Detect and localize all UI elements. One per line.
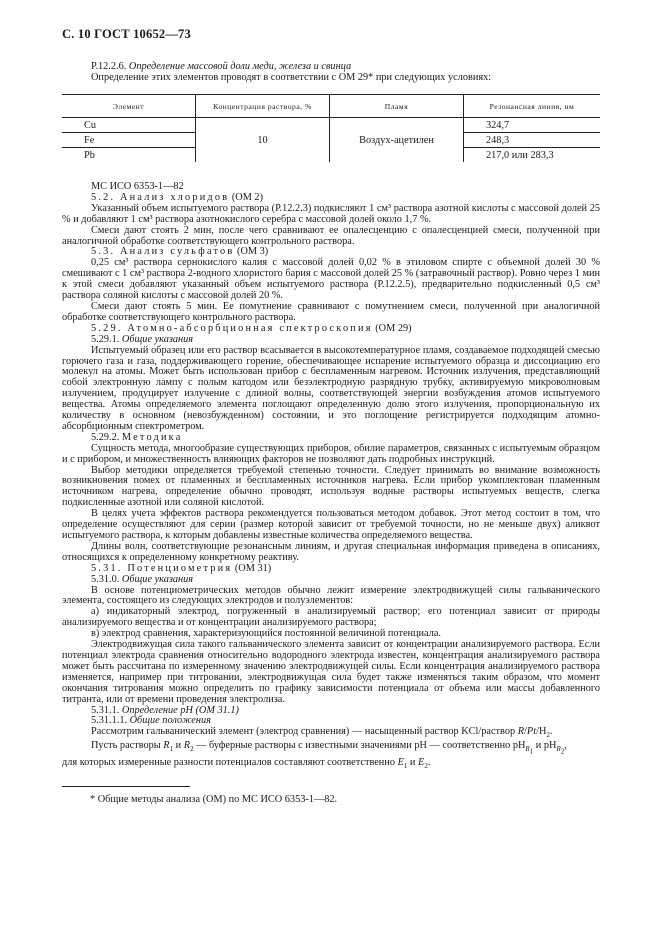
paragraph-formula: Рассмотрим гальванический элемент (электрод сравнения) — насыщенный раствор KCl/раствор $R/Pt/Н_2$. <box>91 726 553 740</box>
table-cell-element: Fe <box>62 133 196 148</box>
table-row <box>62 118 600 133</box>
paragraph: В основе потенциометрических методов обычно лежит измерение электродвижущей силы гальванического элемента, состоящего из следующих электродов и полуэлементов: <box>62 584 600 607</box>
table-cell-element: Cu <box>62 118 196 133</box>
reference: МС ИСО 6353-1—82 <box>91 181 184 192</box>
table-cell-line: 324,7 <box>464 118 601 133</box>
table-cell-line: 217,0 или 283,3 <box>464 148 601 163</box>
page-header: С. 10 ГОСТ 10652—73 <box>62 27 191 41</box>
table-cell-concentration: 10 <box>196 118 330 163</box>
paragraph: 0,25 см³ раствора сернокислого калия с массовой долей 0,02 % в этиловом спирте с объемной долей 30 % смешивают с 1 см³ раствора 2-водного хлористого бария с массовой долей 25 % (затравочный раствор). Ровно через 1 мин к этой смеси добавляют указанный объем испытуемого раствора (Р.12.2.5), предварительно подкисленный 0,5 см³ раствора соляной кислоты с массовой долей 20 %. <box>62 257 600 302</box>
paragraph: Сущность метода, многообразие существующих приборов, обилие параметров, связанных с испытуемым образцом и с прибором, и множественность влияющих факторов не позволяют дать подробных инструкций. <box>62 442 600 465</box>
footnote-divider <box>62 786 190 787</box>
table-cell-line: 248,3 <box>464 133 601 148</box>
table-cell-element: Pb <box>84 149 95 161</box>
section-5-3-heading: 5.3. Анализ сульфатов (ОМ 3) <box>91 246 269 258</box>
paragraph: Смеси дают стоять 2 мин, после чего сравнивают ее опалесценцию с опалесценцией смеси, полученной при аналогичной обработке соответствующего контрольного раствора. <box>62 224 600 247</box>
paragraph: Длины волн, соответствующие резонансным линиям, и другая специальная информация приведена в описаниях, относящихся к определенному конкретному реактиву. <box>62 540 600 563</box>
section-title: Определение массовой доли меди, железа и свинца <box>128 61 352 72</box>
footnote: * Общие методы анализа (ОМ) по МС ИСО 6353-1—82. <box>90 794 338 805</box>
paragraph: Электродвижущая сила такого гальванического элемента зависит от концентрации анализируемого раствора. Если потенциал электрода сравнения относительно водородного электрода известен, концентрация анализируемого раствора может быть рассчитана по измеренному значению электродвижущей силы. Если концентрация анализируемого раствора изменяется, например при титровании, электродвижущая сила будет также изменяться таким образом, что момент окончания титрования можно определить по графику зависимости потенциала от объема или массы добавленного титранта, или от времени проведения электролиза. <box>62 639 600 705</box>
table-header-line: Резонансная линия, нм <box>464 95 601 118</box>
section-5-31-heading: 5.31. Потенциометрия (ОМ 31) <box>91 562 272 574</box>
subsection-heading: 5.29.1. Общие указания <box>91 333 194 345</box>
paragraph: Указанный объем испытуемого раствора (Р.12.2.3) подкисляют 1 см³ раствора азотной кислоты с массовой долей 25 % и добавляют 1 см³ раствора азотнокислого серебра с массовой долей около 1,7 %. <box>62 202 600 225</box>
subsection-heading: 5.31.1. Определение рН (ОМ 31.1) <box>91 704 239 716</box>
paragraph-formula: для которых измеренные разности потенциалов составляют соответственно $E_1$ и $E_2$. <box>62 756 431 770</box>
paragraph: В целях учета эффектов раствора рекомендуется пользоваться методом добавок. Этот метод состоит в том, что определение осуществляют для серии (размер которой зависит от требуемой точности, но не меньше двух) аликвот испытуемого раствора, к которым добавлены известные количества определяемого вещества. <box>62 508 600 541</box>
elements-table <box>62 94 600 162</box>
subsection-heading: 5.29.2. Методика <box>91 431 183 443</box>
paragraph: Испытуемый образец или его раствор всасывается в высокотемпературное пламя, создаваемое подходящей смесью горючего газа и газа, поддерживающего горение, обеспечивающее испарение испытуемого образца и диссоциацию его молекул на атомы. Может быть использован прибор с беспламенным нагревом. Источник излучения, представляющий собой электронную лампу с полым катодом или безэлектродную разрядную трубку, активируемую микроволновым излучением, продуцирует излучение с длиной волны, соответствующей энергии возбуждения атомов испытуемого вещества. Атомы определяемого элемента поглощают определенную долю этого излучения, пропорциональную их количеству в основном (невозбужденном) состоянии, и это поглощение регистрируется подходящим атомно-абсорбционным спектрометром. <box>62 344 600 432</box>
section-12-2-6 <box>62 62 600 84</box>
table-cell-flame: Воздух-ацетилен <box>330 118 464 163</box>
section-5-29-heading: 5.29. Атомно-абсорбционная спектроскопия (ОМ 29) <box>91 322 412 334</box>
section-number: Р.12.2.6. <box>91 61 127 72</box>
section-5-2-heading: 5.2. Анализ хлоридов (ОМ 2) <box>91 191 264 203</box>
main-text <box>62 182 600 772</box>
paragraph-formula: Пусть растворы $R_1$ и $R_2$ — буферные растворы с известными значениями рН — соответственно $рН_{R_1}$ и $рН_{R_2}$, <box>91 740 567 756</box>
subsection-heading: 5.31.0. Общие указания <box>91 573 194 585</box>
list-item: в) электрод сравнения, характеризующийся постоянной величиной потенциала. <box>91 628 441 640</box>
table-header-flame: Пламя <box>330 95 464 118</box>
subsection-heading: 5.31.1.1. Общие положения <box>91 715 211 727</box>
table-header-element: Элемент <box>62 95 196 118</box>
paragraph: Выбор методики определяется требуемой степенью точности. Следует принимать во внимание возможность возникновения помех от пламенных и беспламенных источников нагрева. Если прибор укомплектован пламенным источником нагрева, определение обычно проводят, используя водные растворы испытуемых веществ, слегка подкисленные азотной или соляной кислотой. <box>62 464 600 509</box>
table-header-concentration: Концентрация раствора, % <box>196 95 330 118</box>
paragraph: Смеси дают стоять 5 мин. Ее помутнение сравнивают с помутнением смеси, полученной при аналогичной обработке соответствующего контрольного раствора. <box>62 300 600 323</box>
section-text: Определение этих элементов проводят в соответствии с ОМ 29* при следующих условиях: <box>91 71 492 83</box>
list-item: а) индикаторный электрод, погруженный в анализируемый раствор; его потенциал зависит от природы анализируемого вещества и от концентрации анализируемого раствора; <box>62 606 600 629</box>
